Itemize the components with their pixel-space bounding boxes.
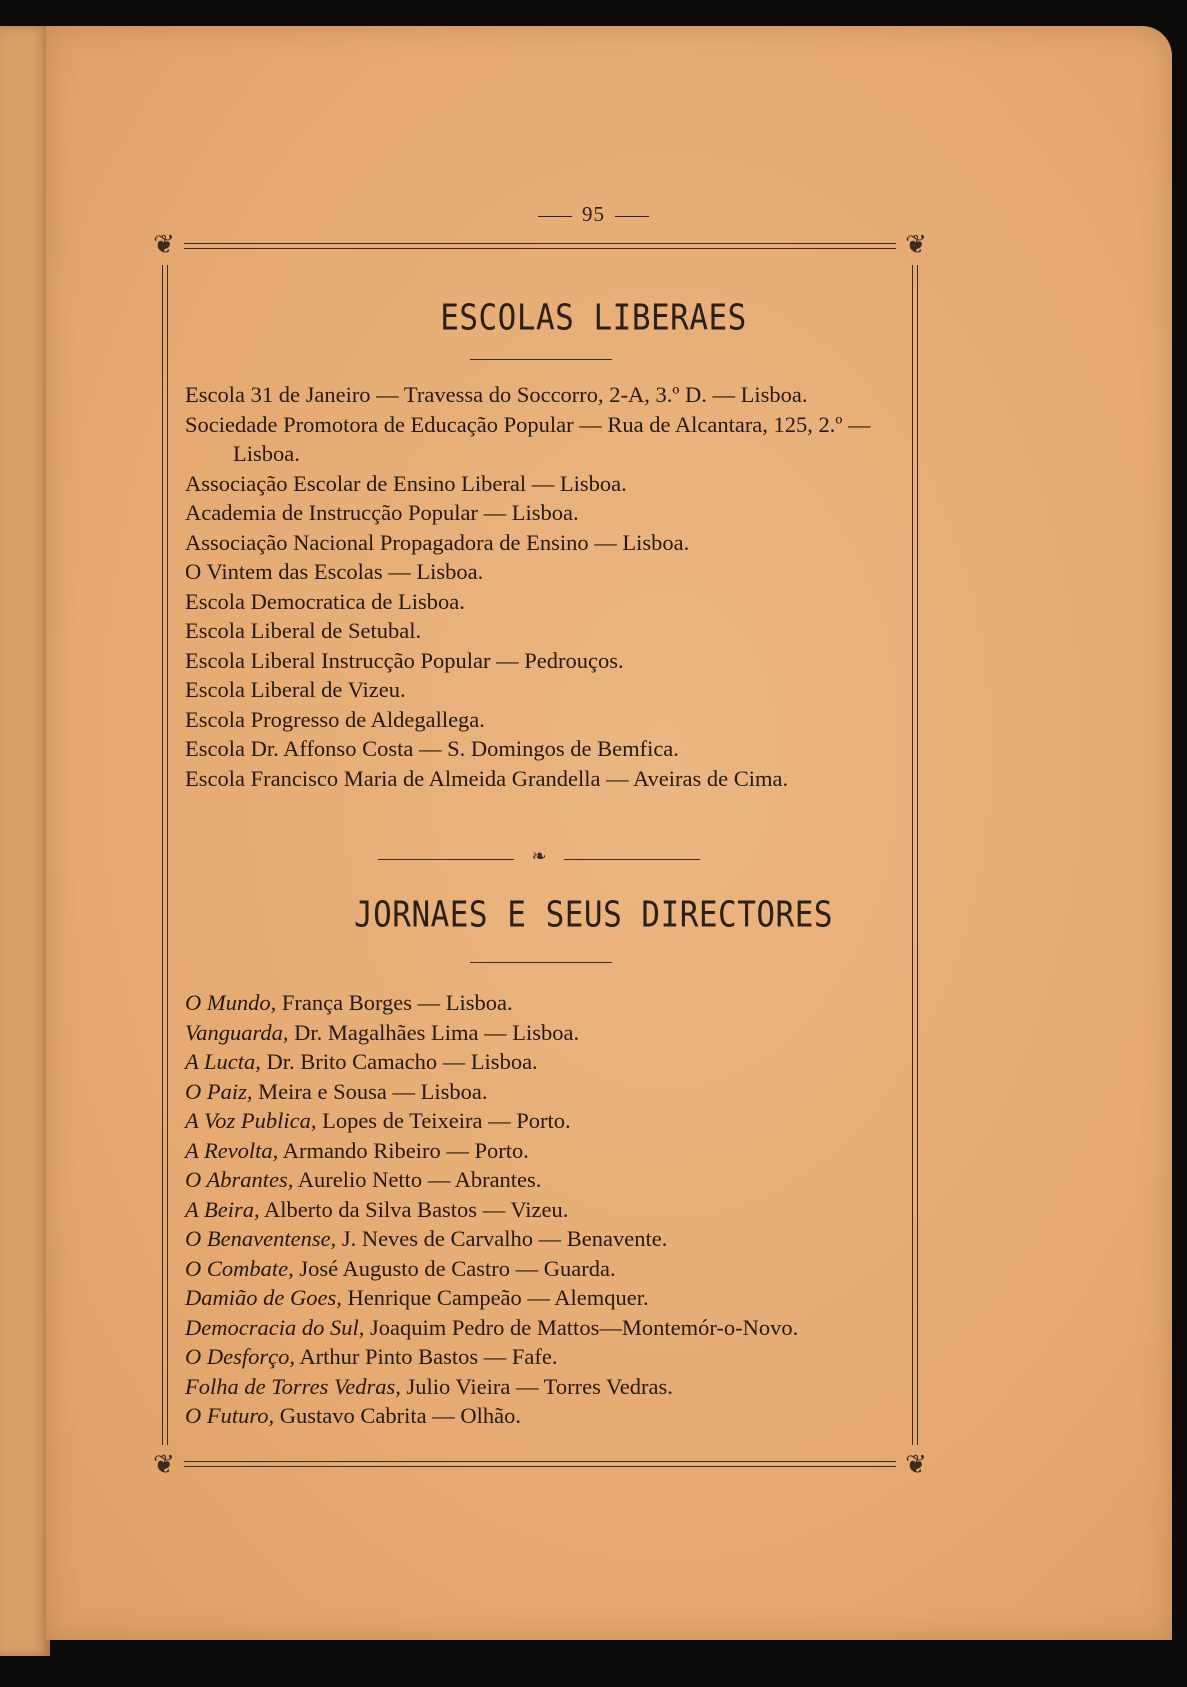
corner-ornament-icon: ❦ (905, 230, 927, 259)
newspaper-director: Alberto da Silva Bastos — Vizeu. (259, 1196, 569, 1222)
newspaper-entry (185, 1283, 905, 1313)
newspaper-title: O Paiz, (185, 1078, 253, 1104)
newspaper-entry (185, 1342, 905, 1372)
newspaper-title: A Voz Publica, (185, 1108, 317, 1133)
newspaper-entry (185, 1313, 905, 1343)
newspaper-title: O Futuro, (185, 1403, 275, 1428)
corner-ornament-icon: ❦ (153, 1450, 175, 1479)
newspaper-title: Vanguarda, (185, 1019, 289, 1045)
newspaper-entry (185, 1195, 905, 1225)
newspaper-entry (185, 1401, 905, 1431)
newspaper-director: J. Neves de Carvalho — Benavente. (336, 1226, 668, 1251)
newspaper-entry (185, 1106, 905, 1136)
section-heading-schools: ESCOLAS LIBERAES (440, 297, 747, 339)
newspaper-director: José Augusto de Castro — Guarda. (293, 1255, 616, 1281)
divider-line (378, 859, 514, 860)
border-left (162, 265, 168, 1445)
newspaper-title: Folha de Torres Vedras, (185, 1373, 401, 1399)
newspaper-title: Democracia do Sul, (185, 1314, 365, 1340)
school-entry: Escola Liberal de Setubal. (185, 618, 422, 643)
divider-line (564, 859, 700, 860)
school-entry: Escola Liberal de Vizeu. (185, 677, 406, 702)
school-entry: Escola Progresso de Aldegallega. (185, 706, 485, 732)
heading-rule (470, 962, 612, 963)
page-number: 95 (0, 202, 1187, 227)
newspaper-entry (185, 1254, 905, 1284)
school-entry: Escola Liberal Instrucção Popular — Pedrouços. (185, 647, 624, 673)
newspaper-entry (185, 1136, 905, 1166)
newspaper-director: Joaquim Pedro de Mattos—Montemór-o-Novo. (364, 1314, 799, 1340)
newspaper-entry (185, 1224, 905, 1254)
flourish-icon: ❧ (531, 846, 547, 866)
border-top (184, 243, 896, 249)
newspaper-director: Arthur Pinto Bastos — Fafe. (294, 1344, 558, 1369)
newspaper-entry (185, 1077, 905, 1107)
section-heading-newspapers: JORNAES E SEUS DIRECTORES (353, 894, 834, 936)
newspaper-director: Henrique Campeão — Alemquer. (341, 1285, 649, 1310)
newspaper-entry (185, 1165, 905, 1195)
school-entry: Escola Dr. Affonso Costa — S. Domingos de Bemfica. (185, 736, 679, 761)
newspaper-director: Dr. Brito Camacho — Lisboa. (260, 1049, 538, 1074)
newspaper-director: Lopes de Teixeira — Porto. (316, 1108, 571, 1133)
newspaper-director: Julio Vieira — Torres Vedras. (400, 1373, 673, 1399)
school-entry: Escola Francisco Maria de Almeida Grandella — Aveiras de Cima. (185, 765, 789, 791)
newspaper-director: França Borges — Lisboa. (276, 990, 513, 1015)
newspaper-title: O Desforço, (185, 1344, 295, 1369)
section-divider (378, 846, 700, 866)
facing-page-edge (0, 26, 50, 1656)
newspaper-entry (185, 1018, 905, 1048)
newspaper-title: O Mundo, (185, 990, 277, 1015)
newspaper-director: Meira e Sousa — Lisboa. (252, 1078, 488, 1104)
newspaper-title: A Beira, (185, 1196, 260, 1222)
school-entry: Escola Democratica de Lisboa. (185, 588, 465, 614)
school-entry: Associação Nacional Propagadora de Ensino — Lisboa. (185, 529, 690, 555)
corner-ornament-icon: ❦ (153, 230, 175, 259)
newspaper-director: Armando Ribeiro — Porto. (278, 1137, 529, 1163)
newspaper-title: Damião de Goes, (185, 1285, 342, 1310)
newspaper-director: Dr. Magalhães Lima — Lisboa. (288, 1019, 580, 1045)
newspaper-director: Aurelio Netto — Abrantes. (293, 1167, 542, 1192)
school-entry: Associação Escolar de Ensino Liberal — Lisboa. (185, 470, 627, 496)
schools-list (185, 380, 905, 793)
school-entry: O Vintem das Escolas — Lisboa. (185, 559, 484, 584)
newspaper-entry (185, 1047, 905, 1077)
newspaper-title: O Abrantes, (185, 1167, 294, 1192)
school-entry: Escola 31 de Janeiro — Travessa do Soccorro, 2-A, 3.º D. — Lisboa. (185, 382, 808, 407)
newspaper-title: A Lucta, (185, 1049, 261, 1074)
newspaper-title: O Benaventense, (185, 1226, 337, 1251)
border-bottom (184, 1461, 896, 1467)
border-right (912, 265, 918, 1445)
corner-ornament-icon: ❦ (905, 1450, 927, 1479)
newspapers-list (185, 988, 905, 1431)
newspaper-title: O Combate, (185, 1255, 294, 1281)
school-entry: Academia de Instrucção Popular — Lisboa. (185, 500, 579, 525)
heading-rule (470, 359, 612, 360)
newspaper-entry (185, 1372, 905, 1402)
school-entry: Sociedade Promotora de Educação Popular — Rua de Alcantara, 125, 2.º — Lisboa. (185, 411, 871, 466)
newspaper-director: Gustavo Cabrita — Olhão. (274, 1403, 522, 1428)
newspaper-entry (185, 988, 905, 1018)
newspaper-title: A Revolta, (185, 1137, 279, 1163)
